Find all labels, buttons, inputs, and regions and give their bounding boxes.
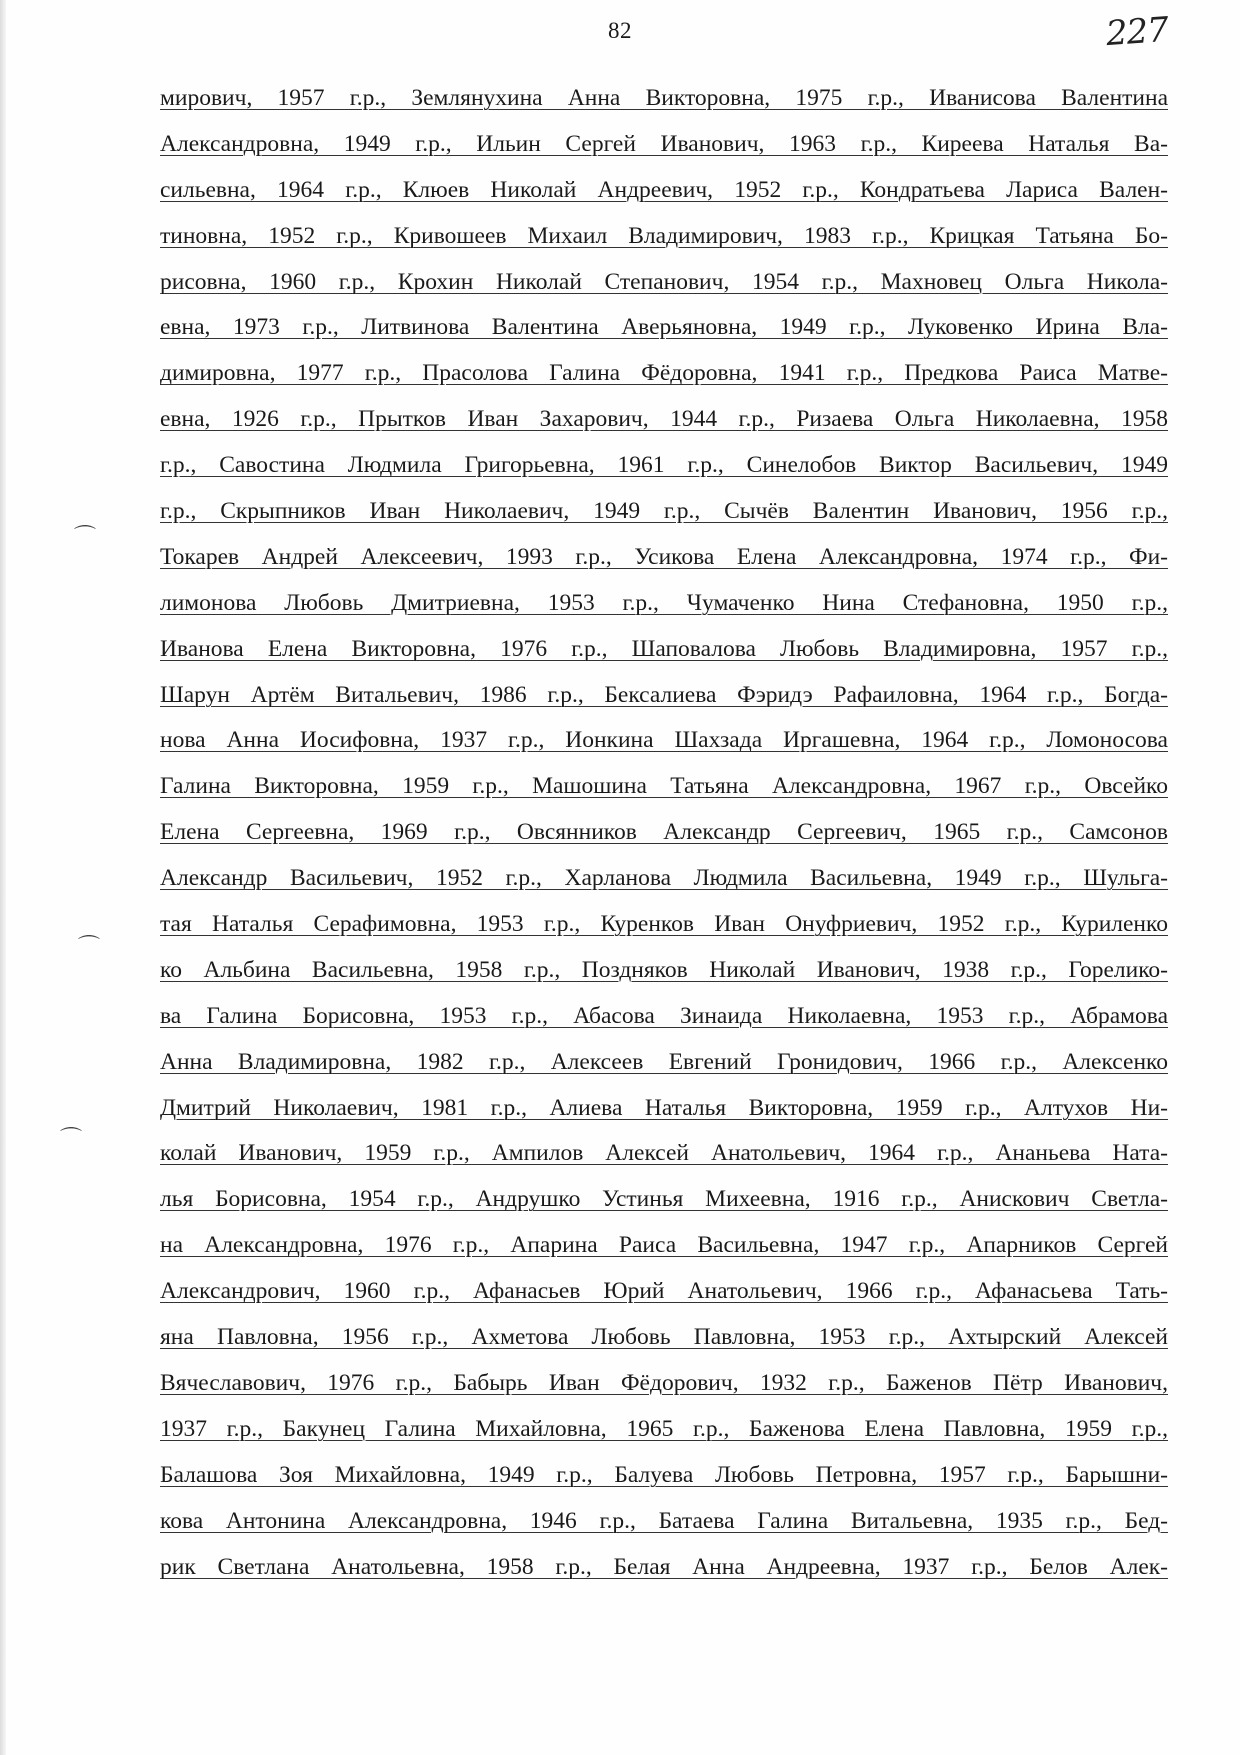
text-line: Токарев Андрей Алексеевич, 1993 г.р., Усикова Елена Александровна, 1974 г.р., Фи-	[160, 543, 1168, 570]
handwritten-archive-number: 227	[1104, 9, 1170, 55]
text-line: сильевна, 1964 г.р., Клюев Николай Андреевич, 1952 г.р., Кондратьева Лариса Вален-	[160, 176, 1168, 203]
text-line: г.р., Скрыпников Иван Николаевич, 1949 г.р., Сычёв Валентин Иванович, 1956 г.р.,	[160, 498, 1168, 525]
text-line: мирович, 1957 г.р., Землянухина Анна Викторовна, 1975 г.р., Иванисова Валентина	[160, 85, 1168, 111]
page-number: 82	[608, 18, 632, 43]
punch-mark-icon: ⌒	[60, 1127, 83, 1152]
text-line: колай Иванович, 1959 г.р., Ампилов Алексей Анатольевич, 1964 г.р., Ананьева Ната-	[160, 1140, 1168, 1167]
text-line: Александрович, 1960 г.р., Афанасьев Юрий Анатольевич, 1966 г.р., Афанасьева Тать-	[160, 1278, 1168, 1305]
text-line: евна, 1973 г.р., Литвинова Валентина Аверьяновна, 1949 г.р., Луковенко Ирина Вла-	[160, 314, 1168, 341]
punch-mark-icon: ⌒	[78, 935, 101, 960]
text-line: ко Альбина Васильевна, 1958 г.р., Поздняков Николай Иванович, 1938 г.р., Горелико-	[160, 956, 1168, 983]
text-line: нова Анна Иосифовна, 1937 г.р., Ионкина Шахзада Иргашевна, 1964 г.р., Ломоносова	[160, 727, 1168, 754]
body-text	[160, 76, 1168, 1590]
text-line: рисовна, 1960 г.р., Крохин Николай Степанович, 1954 г.р., Махновец Ольга Никола-	[160, 268, 1168, 295]
text-line: тая Наталья Серафимовна, 1953 г.р., Куренков Иван Онуфриевич, 1952 г.р., Куриленко	[160, 911, 1168, 938]
text-line: лимонова Любовь Дмитриевна, 1953 г.р., Чумаченко Нина Стефановна, 1950 г.р.,	[160, 589, 1168, 616]
text-line: Елена Сергеевна, 1969 г.р., Овсянников Александр Сергеевич, 1965 г.р., Самсонов	[160, 819, 1168, 846]
text-line: евна, 1926 г.р., Прытков Иван Захарович, 1944 г.р., Ризаева Ольга Николаевна, 1958	[160, 406, 1168, 433]
text-line: Галина Викторовна, 1959 г.р., Машошина Татьяна Александровна, 1967 г.р., Овсейко	[160, 773, 1168, 800]
text-line: тиновна, 1952 г.р., Кривошеев Михаил Владимирович, 1983 г.р., Крицкая Татьяна Бо-	[160, 222, 1168, 249]
text-line: лья Борисовна, 1954 г.р., Андрушко Устинья Михеевна, 1916 г.р., Анискович Светла-	[160, 1186, 1168, 1213]
text-line: Иванова Елена Викторовна, 1976 г.р., Шаповалова Любовь Владимировна, 1957 г.р.,	[160, 635, 1168, 662]
text-line: ва Галина Борисовна, 1953 г.р., Абасова Зинаида Николаевна, 1953 г.р., Абрамова	[160, 1002, 1168, 1029]
punch-mark-icon: ⌒	[74, 525, 97, 550]
text-line: г.р., Савостина Людмила Григорьевна, 1961 г.р., Синелобов Виктор Васильевич, 1949	[160, 452, 1168, 479]
margin-punch-marks	[0, 0, 140, 1755]
text-line: на Александровна, 1976 г.р., Апарина Раиса Васильевна, 1947 г.р., Апарников Сергей	[160, 1232, 1168, 1259]
text-line: 1937 г.р., Бакунец Галина Михайловна, 1965 г.р., Баженова Елена Павловна, 1959 г.р.,	[160, 1415, 1168, 1442]
text-line: Дмитрий Николаевич, 1981 г.р., Алиева Наталья Викторовна, 1959 г.р., Алтухов Ни-	[160, 1094, 1168, 1121]
text-line: Вячеславович, 1976 г.р., Бабырь Иван Фёдорович, 1932 г.р., Баженов Пётр Иванович,	[160, 1369, 1168, 1396]
text-line: Александр Васильевич, 1952 г.р., Харланова Людмила Васильевна, 1949 г.р., Шульга-	[160, 865, 1168, 892]
text-line: Анна Владимировна, 1982 г.р., Алексеев Евгений Гронидович, 1966 г.р., Алексенко	[160, 1048, 1168, 1075]
text-line: яна Павловна, 1956 г.р., Ахметова Любовь Павловна, 1953 г.р., Ахтырский Алексей	[160, 1324, 1168, 1351]
text-line: Шарун Артём Витальевич, 1986 г.р., Бексалиева Фэридэ Рафаиловна, 1964 г.р., Богда-	[160, 681, 1168, 708]
text-line: кова Антонина Александровна, 1946 г.р., Батаева Галина Витальевна, 1935 г.р., Бед-	[160, 1507, 1168, 1534]
text-line: Александровна, 1949 г.р., Ильин Сергей Иванович, 1963 г.р., Киреева Наталья Ва-	[160, 130, 1168, 157]
text-line: рик Светлана Анатольевна, 1958 г.р., Белая Анна Андреевна, 1937 г.р., Белов Алек-	[160, 1553, 1168, 1580]
text-line: димировна, 1977 г.р., Прасолова Галина Фёдоровна, 1941 г.р., Предкова Раиса Матве-	[160, 360, 1168, 387]
text-line: Балашова Зоя Михайловна, 1949 г.р., Балуева Любовь Петровна, 1957 г.р., Барышни-	[160, 1461, 1168, 1488]
